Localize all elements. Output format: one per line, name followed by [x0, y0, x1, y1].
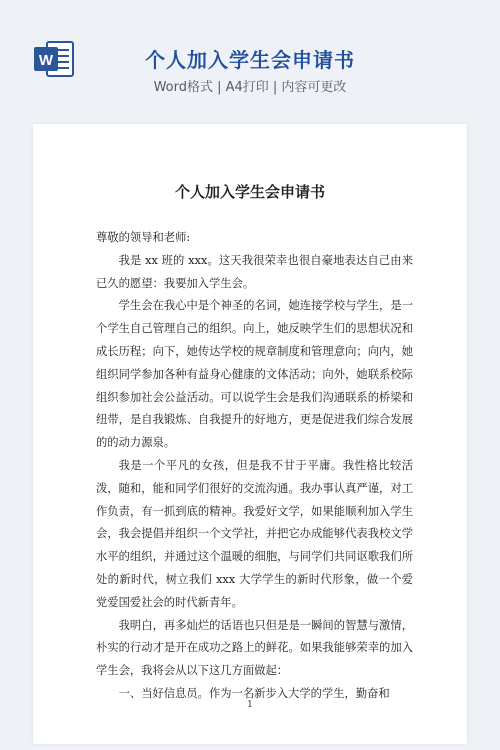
word-logo-letter: W — [38, 52, 54, 69]
paragraph: 学生会在我心中是个神圣的名词，她连接学校与学生，是一个学生自己管理自己的组织。向上，她反映学生们的思想状况和成长历程；向下，她传达学校的规章制度和管理意向；向内，她组织同学参加各种有益身心健康的文体活动；向外，她联系校际组织参加社会公益活动。可以说学生会是我们沟通联系的桥梁和纽带，是自我锻炼、自我提升的好地方，更是促进我们综合发展的的动力源泉。 — [96, 299, 413, 450]
paragraph: 我是一个平凡的女孩，但是我不甘于平庸。我性格比较活泼，随和，能和同学们很好的交流沟通。我办事认真严谨，对工作负责，有一抓到底的精神。我爱好文学，如果能顺利加入学生会，我会提倡并组织一个文学社，并把它办成能够代表我校文学水平的组织，并通过这个温暖的细胞，与同学们共同讴歌我们所处的新时代，树立我们 xxx 大学学生的新时代形象，做一个爱党爱国爱社会的时代新青年。 — [96, 458, 413, 609]
page-number: 1 — [247, 700, 253, 710]
paragraph: 一、当好信息员。作为一名新步入大学的学生，勤奋和 — [118, 686, 390, 700]
banner-title: 个人加入学生会申请书 — [145, 48, 355, 72]
document-title: 个人加入学生会申请书 — [174, 183, 325, 201]
document-page — [33, 124, 467, 744]
salutation: 尊敬的领导和老师: — [96, 231, 191, 244]
banner-subtitle: Word格式 | A4打印 | 内容可更改 — [153, 80, 347, 95]
banner — [0, 0, 500, 118]
paragraph: 我是 xx 班的 xxx。这天我很荣幸也很自豪地表达自己由来已久的愿望：我要加入学生会。 — [96, 253, 413, 290]
paragraph: 我明白，再多灿烂的话语也只但是是一瞬间的智慧与激情，朴实的行动才是开在成功之路上的鲜花。如果我能够荣幸的加入学生会，我将会从以下这几方面做起： — [96, 618, 413, 678]
document-body — [96, 227, 413, 706]
